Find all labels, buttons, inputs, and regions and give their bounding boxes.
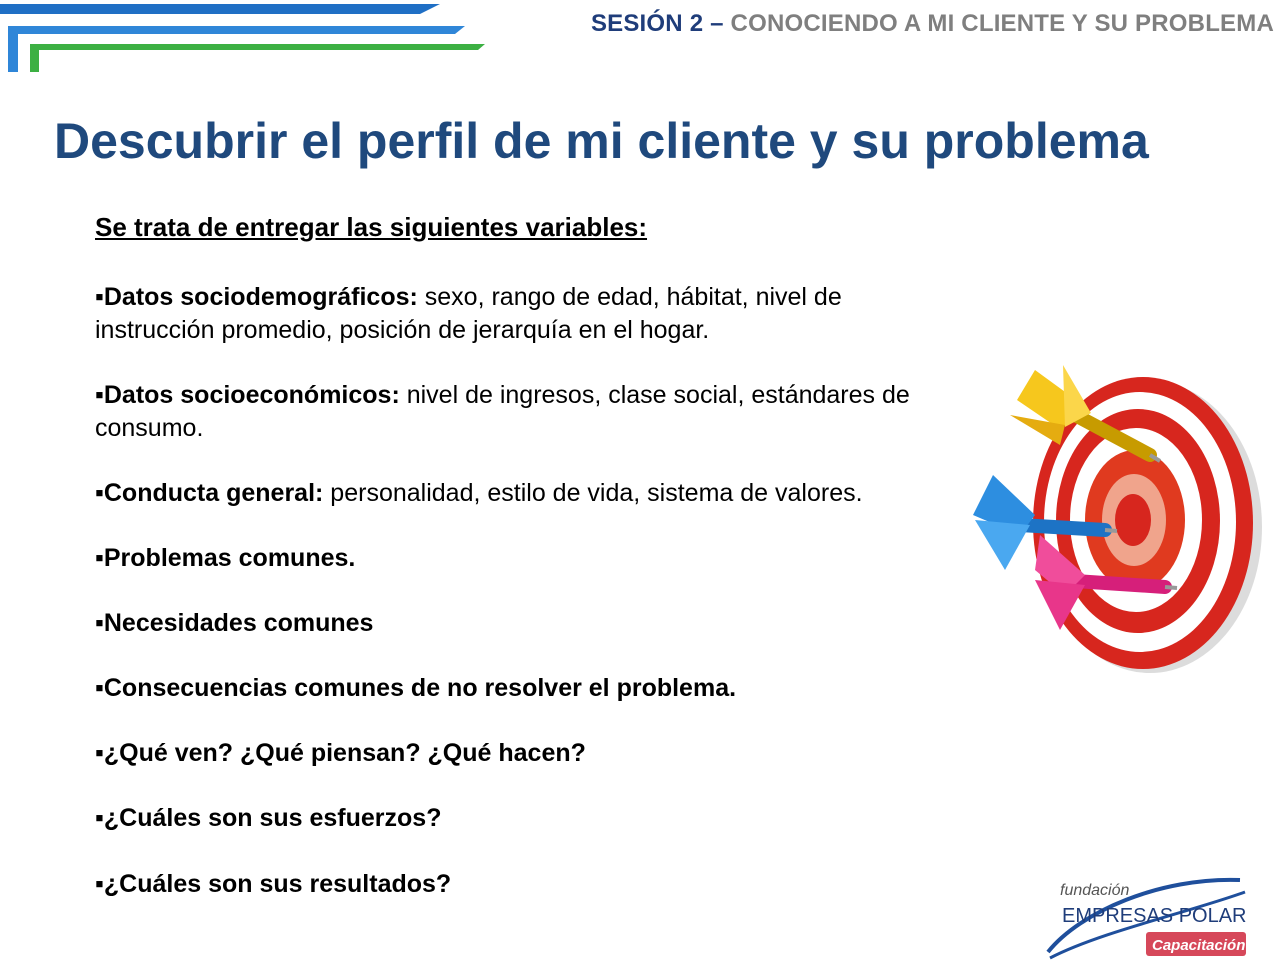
list-item xyxy=(95,868,955,901)
list-item xyxy=(95,607,955,640)
bullet: ▪ xyxy=(95,479,104,507)
bullet: ▪ xyxy=(95,381,104,409)
session-dash: – xyxy=(703,10,731,37)
empresas-polar-logo xyxy=(1040,872,1250,964)
bullet: ▪ xyxy=(95,739,104,767)
target-dartboard-icon xyxy=(965,355,1270,685)
header-decoration xyxy=(0,0,500,80)
bullet: ▪ xyxy=(95,804,104,832)
item-lead: Problemas comunes. xyxy=(103,544,356,572)
logo-line3: Capacitación xyxy=(1152,937,1246,954)
list-item xyxy=(95,477,955,510)
session-header xyxy=(591,10,1274,38)
section-subtitle: Se trata de entregar las siguientes variables: xyxy=(95,212,648,242)
item-lead: Necesidades comunes xyxy=(103,609,374,637)
list-item xyxy=(95,379,955,445)
bullet: ▪ xyxy=(95,544,104,572)
item-lead: ¿Qué ven? ¿Qué piensan? ¿Qué hacen? xyxy=(103,739,586,767)
bullet: ▪ xyxy=(95,609,104,637)
list-item xyxy=(95,542,955,575)
item-text: personalidad, estilo de vida, sistema de valores. xyxy=(323,479,863,507)
item-lead: ¿Cuáles son sus resultados? xyxy=(103,870,452,898)
item-text: nivel de ingresos, clase social, estándares de consumo. xyxy=(95,381,910,442)
item-text: sexo, rango de edad, hábitat, nivel de instrucción promedio, posición de jerarquía en el hogar. xyxy=(95,283,842,344)
logo-line1: fundación xyxy=(1060,882,1130,899)
item-lead: Conducta general: xyxy=(103,479,324,507)
item-lead: ¿Cuáles son sus esfuerzos? xyxy=(103,804,442,832)
item-lead: Consecuencias comunes de no resolver el problema. xyxy=(103,674,737,702)
list-item xyxy=(95,672,955,705)
logo-line2: EMPRESAS POLAR xyxy=(1062,905,1247,927)
bullet: ▪ xyxy=(95,870,104,898)
bullet: ▪ xyxy=(95,283,104,311)
session-topic: CONOCIENDO A MI CLIENTE Y SU PROBLEMA xyxy=(730,10,1274,37)
list-item xyxy=(95,802,955,835)
list-item xyxy=(95,281,955,347)
list-item xyxy=(95,737,955,770)
item-lead: Datos sociodemográficos: xyxy=(103,283,418,311)
item-lead: Datos socioeconómicos: xyxy=(103,381,400,409)
session-number: SESIÓN 2 xyxy=(590,10,704,37)
bullet: ▪ xyxy=(95,674,104,702)
page-title: Descubrir el perfil de mi cliente y su problema xyxy=(54,113,1149,169)
